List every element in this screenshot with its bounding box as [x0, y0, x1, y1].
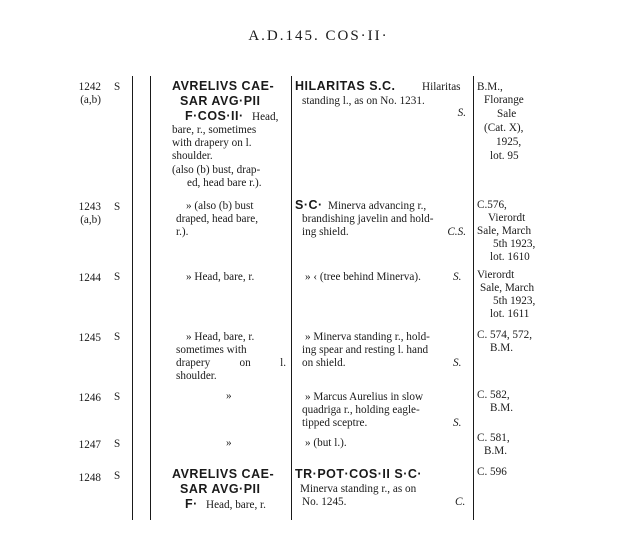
reference-line: Vierordt: [488, 212, 526, 224]
obverse-desc-line: shoulder.: [172, 150, 213, 162]
entry-number: 1242: [78, 81, 101, 93]
obverse-legend-line1: AVRELIVS CAE-: [172, 79, 275, 93]
obverse-desc-line: shoulder.: [176, 370, 217, 382]
reverse-desc-line: ing shield.: [302, 226, 349, 238]
reference-line: Sale: [497, 108, 517, 120]
metal-code: S: [114, 438, 121, 450]
reverse-legend: HILARITAS S.C.: [295, 79, 396, 93]
reverse-desc-line: » ‹ (tree behind Minerva).: [305, 271, 421, 283]
reference-line: 1925,: [496, 136, 522, 148]
reference-line: lot. 1611: [490, 308, 530, 320]
reference-line: lot. 1610: [490, 251, 530, 263]
obverse-desc-line: with drapery on l.: [172, 137, 252, 149]
obverse-desc-line: sometimes with: [176, 344, 247, 356]
reverse-legend: TR·POT·COS·II S·C·: [295, 467, 423, 481]
obverse-desc-tail: Head,: [252, 111, 279, 123]
obverse-legend-line2: SAR AVG·PII: [180, 94, 261, 108]
reverse-legend: S·C·: [295, 198, 323, 212]
entry-variant: (a,b): [80, 94, 101, 106]
page-title: A.D.145. COS·II·: [248, 28, 389, 44]
reference-line: B.M.: [490, 402, 514, 414]
obverse-ditto: »: [226, 390, 232, 402]
obverse-desc-tail: Head, bare, r.: [206, 499, 266, 511]
metal-code: S: [114, 331, 121, 343]
reference-line: Florange: [484, 94, 524, 106]
obverse-desc-line: draped, head bare,: [176, 213, 258, 225]
reference-line: B.M.,: [477, 81, 503, 93]
reverse-desc-line: tipped sceptre.: [302, 417, 368, 429]
reverse-desc-line: ing spear and resting l. hand: [302, 344, 429, 356]
reference-line: 5th 1923,: [493, 238, 536, 250]
reverse-desc-line: Minerva standing r., as on: [300, 483, 417, 495]
reference-line: C. 581,: [477, 432, 510, 444]
metal-code: S: [114, 81, 121, 93]
reference-line: Sale, March: [477, 225, 532, 237]
metal-code: S: [114, 470, 121, 482]
reverse-mark: S.: [453, 357, 462, 369]
metal-code: S: [114, 201, 121, 213]
obverse-note-line: (also (b) bust, drap-: [172, 164, 261, 176]
reference-line: C.576,: [477, 199, 507, 211]
obverse-desc-line: » Head, bare, r.: [186, 271, 255, 283]
entry-variant: (a,b): [80, 214, 101, 226]
entry-number: 1244: [78, 272, 101, 284]
reverse-desc-line: quadriga r., holding eagle-: [302, 404, 420, 416]
column-rule-reverse: [473, 76, 474, 520]
reverse-mark: C.: [455, 496, 466, 508]
entry-number: 1246: [78, 392, 101, 404]
obverse-desc-line: » (also (b) bust: [186, 200, 254, 212]
reference-line: B.M.: [484, 445, 508, 457]
reverse-mark: S.: [453, 417, 462, 429]
metal-code: S: [114, 391, 121, 403]
reverse-mark: S.: [453, 271, 462, 283]
metal-code: S: [114, 271, 121, 283]
reference-line: Sale, March: [480, 282, 535, 294]
reference-line: B.M.: [490, 342, 514, 354]
reverse-desc-line: » (but l.).: [305, 437, 347, 449]
obverse-legend-line1: AVRELIVS CAE-: [172, 467, 275, 481]
reverse-desc-line: » Marcus Aurelius in slow: [305, 391, 424, 403]
reference-line: C. 582,: [477, 389, 510, 401]
column-rule-metal: [132, 76, 133, 520]
obverse-legend-line3: F·COS·II·: [185, 109, 244, 123]
reverse-desc-tail: Hilaritas: [422, 81, 461, 93]
reverse-desc-line: on shield.: [302, 357, 346, 369]
obverse-legend-line2: SAR AVG·PII: [180, 482, 261, 496]
reference-line: C. 596: [477, 466, 507, 478]
entry-number: 1245: [78, 332, 101, 344]
column-rule-obverse: [291, 76, 292, 520]
reference-line: (Cat. X),: [484, 122, 524, 134]
reference-line: lot. 95: [490, 150, 519, 162]
obverse-ditto: »: [226, 437, 232, 449]
entry-number: 1248: [78, 472, 101, 484]
reference-line: C. 574, 572,: [477, 329, 533, 341]
obverse-note-line: ed, head bare r.).: [187, 177, 262, 189]
reverse-desc-line: » Minerva standing r., hold-: [305, 331, 430, 343]
obverse-legend-line3: F·: [185, 497, 198, 511]
obverse-desc-line: drapery on l.: [176, 357, 286, 369]
obverse-desc-line: » Head, bare, r.: [186, 331, 255, 343]
reverse-desc-line: brandishing javelin and hold-: [302, 213, 434, 225]
reverse-desc-line: standing l., as on No. 1231.: [302, 95, 425, 107]
obverse-desc-line: r.).: [176, 226, 189, 238]
reverse-mark: C.S.: [447, 226, 466, 238]
entry-number: 1243: [78, 201, 101, 213]
reverse-desc-line: No. 1245.: [302, 496, 347, 508]
entry-number: 1247: [78, 439, 101, 451]
column-rule-left: [150, 76, 151, 520]
reverse-mark: S.: [457, 107, 466, 119]
reverse-desc-line: Minerva advancing r.,: [328, 200, 427, 212]
reference-line: Vierordt: [477, 269, 515, 281]
reference-line: 5th 1923,: [493, 295, 536, 307]
obverse-desc-line: bare, r., sometimes: [172, 124, 257, 136]
